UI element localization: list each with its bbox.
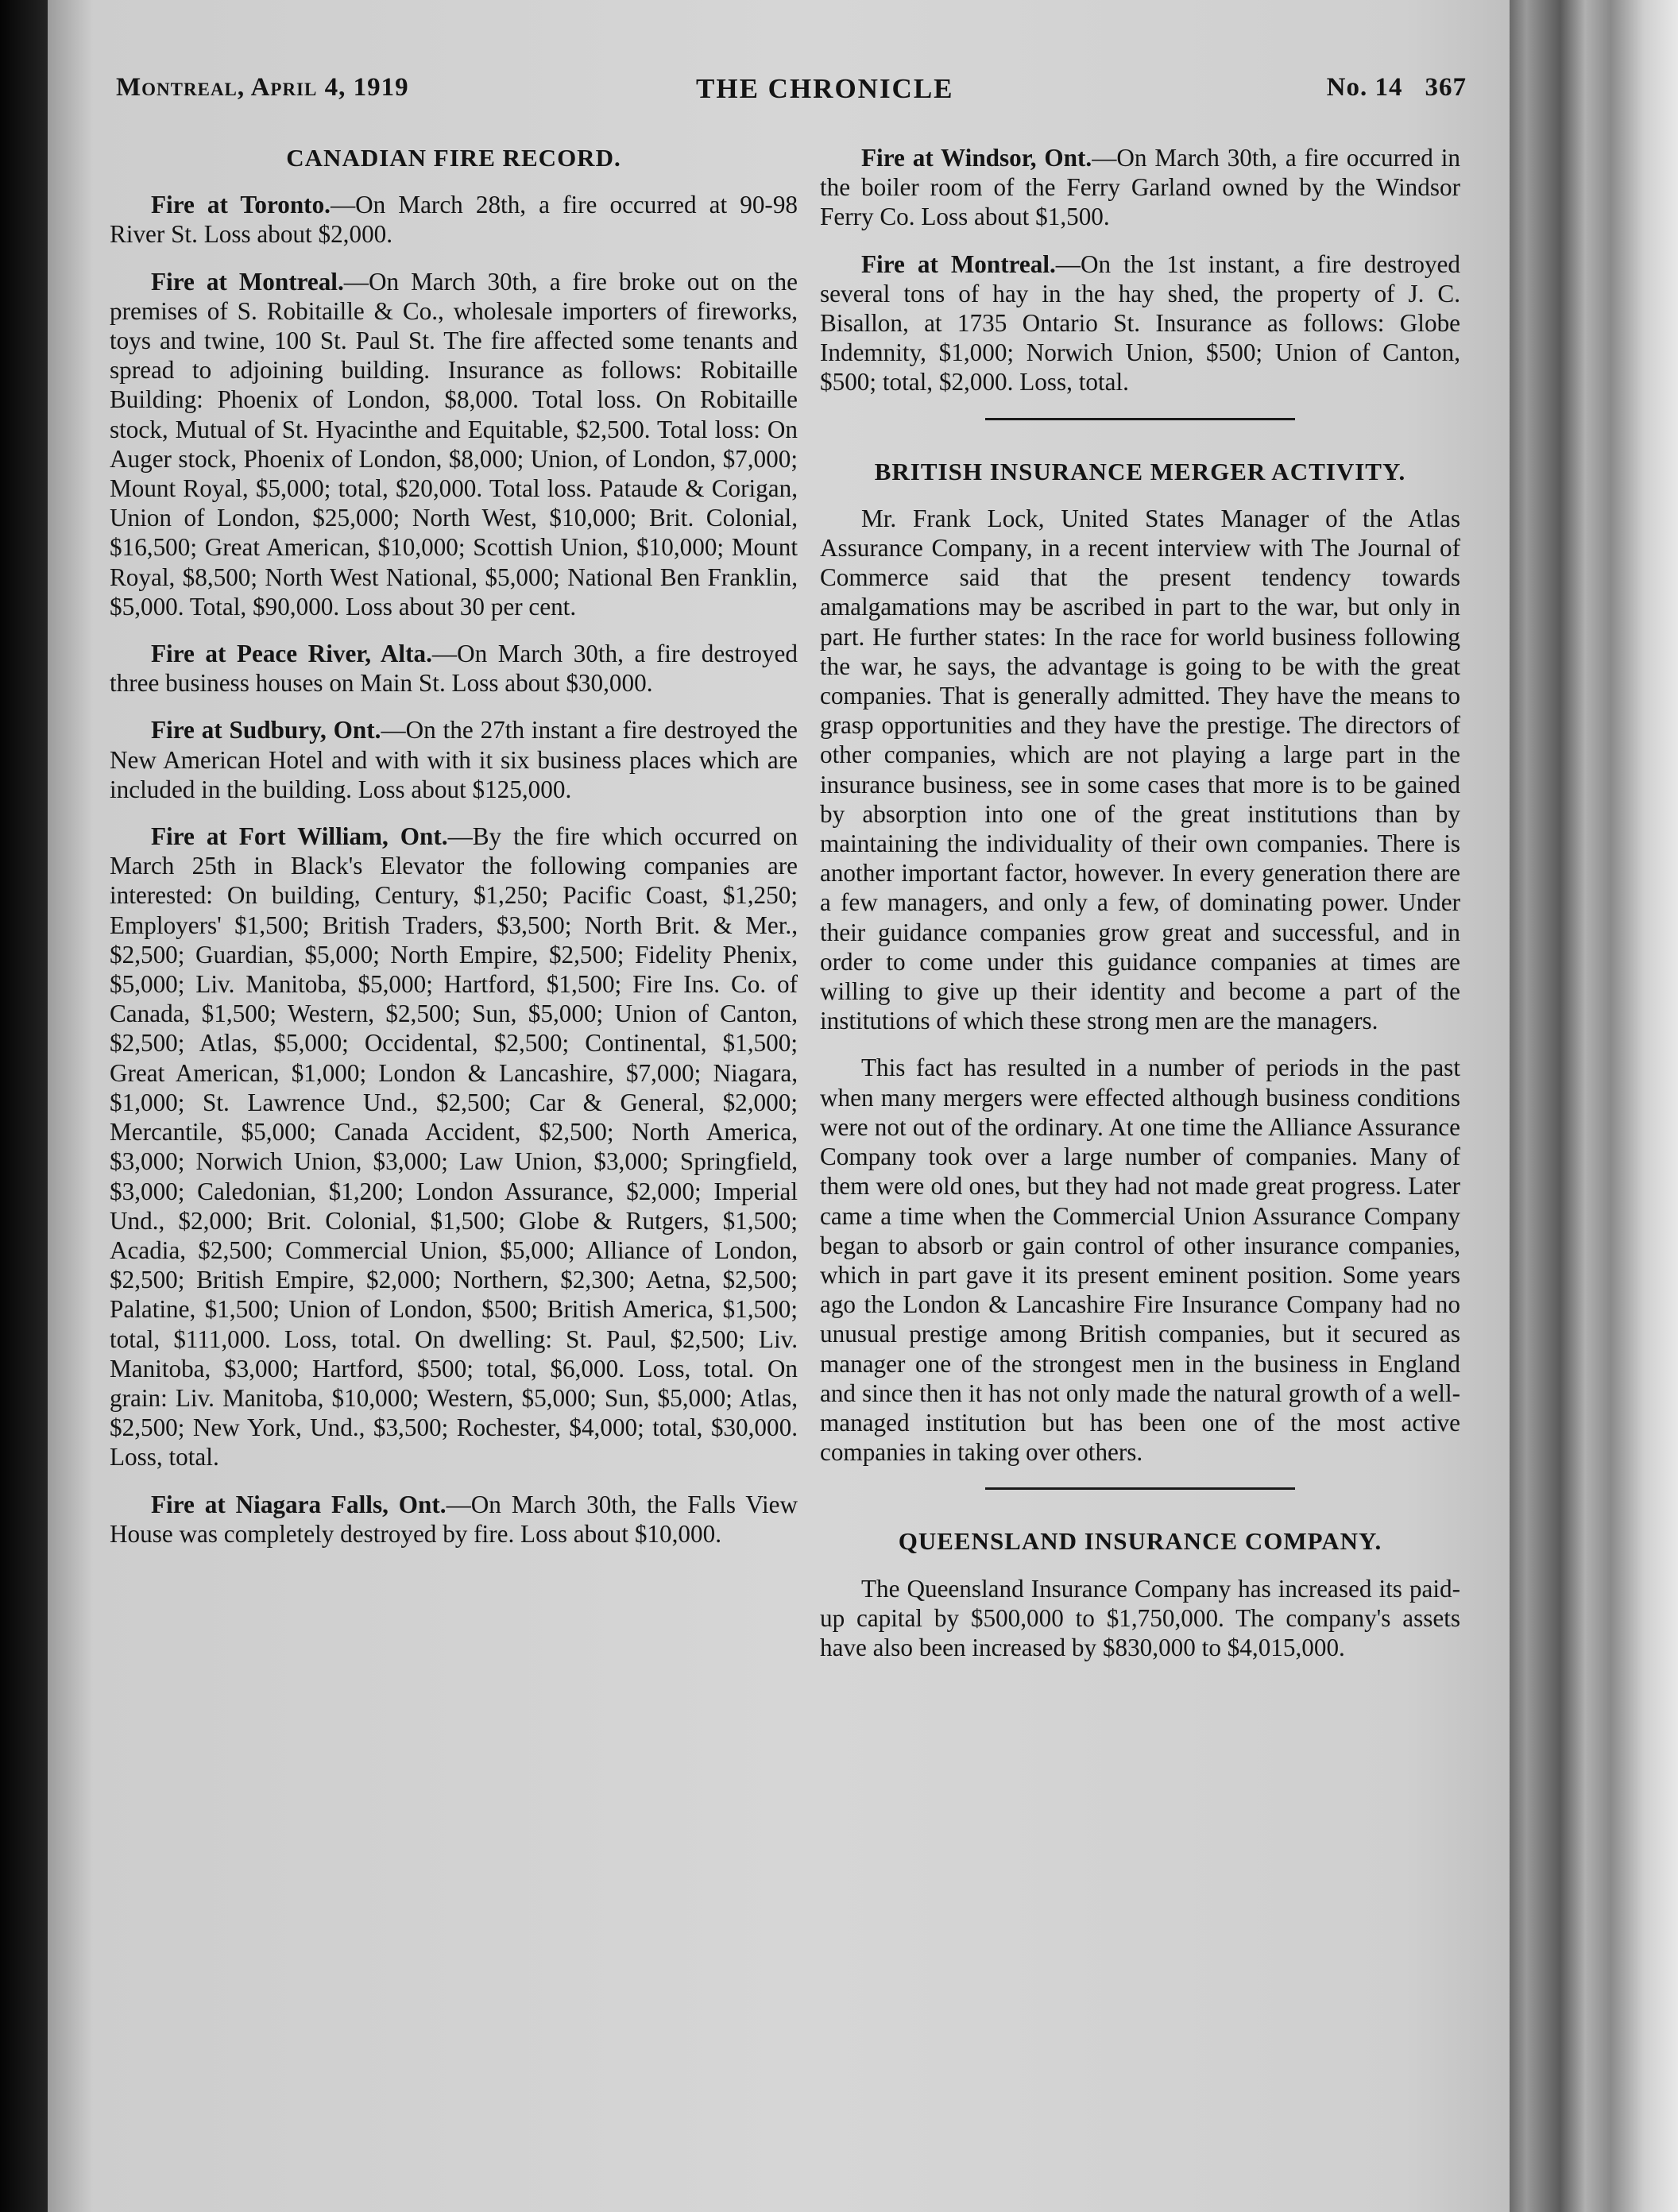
fire-item-text: —On March 28th, a fire occurred at 90-98 River St. Loss about $2,000. bbox=[110, 191, 798, 249]
fire-item-windsor bbox=[820, 143, 1460, 232]
fire-item-lead: Fire at Fort William, Ont. bbox=[151, 822, 448, 851]
header-dateline: Montreal, April 4, 1919 bbox=[116, 73, 409, 102]
fire-item-peace-river bbox=[110, 639, 798, 698]
fire-item-lead: Fire at Peace River, Alta. bbox=[151, 640, 432, 668]
queensland-paragraph: The Queensland Insurance Company has increased its paid-up capital by $500,000 to $1,750,000. The company's assets have also been increased by $830,000 to $4,015,000. bbox=[820, 1574, 1460, 1661]
fire-item-montreal-hay bbox=[820, 249, 1460, 397]
fire-item-text: —On March 30th, a fire occurred in the boiler room of the Ferry Garland owned by the Windsor Ferry Co. Loss about $1,500. bbox=[820, 144, 1460, 231]
merger-paragraph: This fact has resulted in a number of periods in the past when many mergers were effected although business conditions were not out of the ordinary. At one time the Alliance Assurance Company took over a large number of companies. Many of them were old ones, but they had not made great progress. Later came a time when the Commercial Union Assurance Company began to absorb or gain control of other insurance companies, which in part gave it its present eminent position. Some years ago the London & Lancashire Fire Insurance Company had no unusual prestige among British companies, but it secured as manager one of the strongest men in the business in England and since then it has not only made the natural growth of a well-managed institution but has been one of the most active companies in taking over others. bbox=[820, 1054, 1460, 1467]
fire-item-lead: Fire at Montreal. bbox=[861, 249, 1056, 278]
section-divider bbox=[985, 1487, 1295, 1490]
fire-item-lead: Fire at Sudbury, Ont. bbox=[151, 716, 381, 744]
merger-title: BRITISH INSURANCE MERGER ACTIVITY. bbox=[874, 457, 1406, 485]
fire-item-fort-william bbox=[110, 822, 798, 1471]
merger-paragraph: Mr. Frank Lock, United States Manager of the Atlas Assurance Company, in a recent interview with The Journal of Commerce said that the present tendency towards amalgamations may be ascribed in part to the war, but only in part. He further states: In the race for world business following the war, he says, the advantage is going to be with the great companies. That is generally admitted. They have the means to grasp opportunities and they have the prestige. The directors of other companies, which are not playing a large part in the insurance business, see in some cases that more is to be gained by absorption into one of the great institutions than by maintaining the individuality of their own companies. There is another important factor, however. In every generation there are a few managers, and only a few, of dominating power. Under their guidance companies grow great and successful, and in order to come under this guidance companies at times are willing to give up their identity and become a part of the institutions of which these strong men are the managers. bbox=[820, 504, 1460, 1035]
fire-item-lead: Fire at Toronto. bbox=[151, 191, 331, 219]
page-header bbox=[116, 73, 1467, 121]
left-column bbox=[110, 143, 798, 1566]
fire-item-text: —On March 30th, a fire broke out on the premises of S. Robitaille & Co., wholesale importers of fireworks, toys and twine, 100 St. Paul St. The fire affected some tenants and spread to adjoining building. Insurance as follows: Robitaille Building: Phoenix of London, $8,000. Total loss. On Robitaille stock, Mutual of St. Hyacinthe and Equitable, $2,500. Total loss: On Auger stock, Phoenix of London, $8,000; Union, of London, $7,000; Mount Royal, $5,000; total, $20,000. Total loss. Pataude & Corigan, Union of London, $25,000; North West, $10,000; Brit. Colonial, $16,500; Great American, $10,000; Scottish Union, $10,000; Mount Royal, $8,500; North West National, $5,000; National Ben Franklin, $5,000. Total, $90,000. Loss about 30 per cent. bbox=[110, 267, 798, 621]
fire-record-title: CANADIAN FIRE RECORD. bbox=[286, 144, 621, 172]
fire-item-montreal bbox=[110, 267, 798, 621]
fire-item-niagara-falls bbox=[110, 1490, 798, 1549]
header-page-number: 367 bbox=[1425, 73, 1467, 102]
fire-item-lead: Fire at Windsor, Ont. bbox=[861, 144, 1092, 172]
newspaper-page bbox=[48, 0, 1557, 2212]
fire-item-text: —On March 30th, the Falls View House was completely destroyed by fire. Loss about $10,000. bbox=[110, 1490, 798, 1548]
fire-item-text: —By the fire which occurred on March 25th in Black's Elevator the following companies are interested: On building, Century, $1,250; Pacific Coast, $1,250; Employers' $1,500; British Traders, $3,500; North Brit. & Mer., $2,500; Guardian, $5,000; North Empire, $2,500; Fidelity Phenix, $5,000; Liv. Manitoba, $5,000; Hartford, $1,500; Fire Ins. Co. of Canada, $1,500; Western, $2,500; Sun, $5,000; Union of Canton, $2,500; Atlas, $5,000; Occidental, $2,500; Continental, $1,500; Great American, $1,000; London & Lancashire, $7,000; Niagara, $1,000; St. Lawrence Und., $2,500; Car & General, $2,000; Mercantile, $5,000; Canada Accident, $2,500; North America, $3,000; Norwich Union, $3,000; Law Union, $3,000; Springfield, $3,000; Caledonian, $1,200; London Assurance, $2,000; Imperial Und., $2,000; Brit. Colonial, $1,500; Globe & Rutgers, $1,500; Acadia, $2,500; Commercial Union, $5,000; Alliance of London, $2,500; British Empire, $2,000; Northern, $2,300; Aetna, $2,500; Palatine, $1,500; Union of London, $500; British America, $1,500; total, $111,000. Loss, total. On dwelling: St. Paul, $2,500; Liv. Manitoba, $3,000; Hartford, $500; total, $6,000. Loss, total. On grain: Liv. Manitoba, $10,000; Western, $5,000; Sun, $5,000; Atlas, $2,500; New York, Und., $3,500; Rochester, $4,000; total, $30,000. Loss, total. bbox=[110, 822, 798, 1471]
section-divider bbox=[985, 418, 1295, 420]
fire-item-text: —On March 30th, a fire destroyed three business houses on Main St. Loss about $30,000. bbox=[110, 640, 798, 698]
fire-item-lead: Fire at Niagara Falls, Ont. bbox=[151, 1490, 447, 1518]
header-issue-number: No. 14 bbox=[1326, 73, 1403, 102]
fire-item-text: —On the 1st instant, a fire destroyed several tons of hay in the hay shed, the property of J. C. Bisallon, at 1735 Ontario St. Insurance as follows: Globe Indemnity, $1,000; Norwich Union, $500; Union of Canton, $500; total, $2,000. Loss, total. bbox=[820, 249, 1460, 396]
right-column bbox=[820, 143, 1460, 1680]
fire-item-lead: Fire at Montreal. bbox=[151, 267, 344, 296]
fire-item-sudbury bbox=[110, 715, 798, 804]
book-gutter bbox=[1510, 0, 1678, 2212]
fire-item-toronto bbox=[110, 190, 798, 249]
header-issue-page bbox=[1305, 73, 1467, 102]
queensland-title: QUEENSLAND INSURANCE COMPANY. bbox=[898, 1527, 1382, 1556]
fire-item-text: —On the 27th instant a fire destroyed the New American Hotel and with with it six business places which are included in the building. Loss about $125,000. bbox=[110, 716, 798, 803]
header-masthead: THE CHRONICLE bbox=[696, 73, 954, 104]
